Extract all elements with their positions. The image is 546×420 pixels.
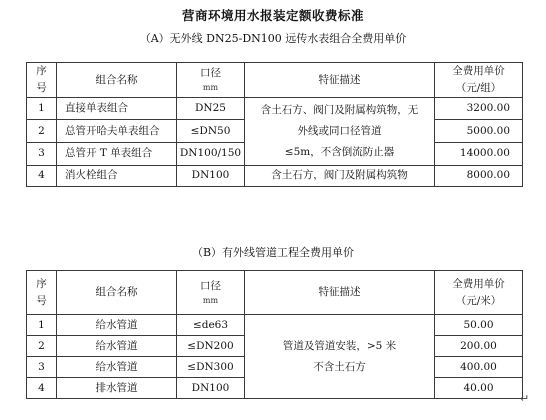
- row-no: 3: [27, 142, 57, 165]
- header-no: [27, 63, 57, 98]
- row-no: 1: [27, 97, 57, 120]
- row-price: 40.00: [435, 378, 523, 399]
- row-price: 8000.00: [435, 165, 523, 186]
- row-price: 400.00: [435, 357, 523, 378]
- section-a-title: （A）无外线 DN25-DN100 远传水表组合全费用单价: [139, 32, 407, 45]
- row-caliber: DN100/150: [177, 142, 245, 165]
- row-caliber: DN100: [177, 378, 245, 399]
- header-no-line2: 号: [36, 294, 47, 307]
- feature-group-line3: ≤5m，不含倒流防止器: [284, 145, 395, 158]
- row-name: 给水管道: [57, 315, 177, 336]
- header-name: 组合名称: [57, 271, 177, 315]
- section-b-title: （B）有外线管道工程全费用单价: [191, 246, 355, 259]
- row-name: 直接单表组合: [57, 97, 177, 120]
- header-price-line1: 全费用单价: [452, 277, 505, 290]
- header-no-line1: 序: [36, 65, 47, 77]
- header-no: [27, 271, 57, 315]
- row-caliber: DN25: [177, 97, 245, 120]
- row-price: 200.00: [435, 336, 523, 357]
- row-no: 4: [27, 378, 57, 399]
- row-name: 给水管道: [57, 336, 177, 357]
- header-name: 组合名称: [57, 63, 177, 98]
- row-caliber: DN100: [177, 165, 245, 186]
- row-name: 总管开哈夫单表组合: [57, 120, 177, 143]
- table-row: [27, 315, 523, 336]
- feature-group-line1: 含土石方、阀门及附属构筑物，无: [260, 103, 419, 116]
- row-name: 排水管道: [57, 378, 177, 399]
- header-price-line2: （元/组）: [455, 81, 502, 94]
- header-no-line2: 号: [36, 81, 47, 94]
- header-caliber: [177, 63, 245, 98]
- header-feature: 特征描述: [245, 271, 435, 315]
- row-no: 4: [27, 165, 57, 186]
- feature-group-cell: [245, 97, 435, 165]
- feature-line2: 不含土石方: [313, 360, 366, 373]
- row-price: 3200.00: [435, 97, 523, 120]
- table-row: [27, 97, 523, 120]
- header-no-line1: 序: [36, 277, 47, 290]
- header-caliber-unit: mm: [202, 295, 219, 305]
- feature-line1: 管道及管道安装，>5 米: [282, 339, 397, 352]
- header-price-line2: （元/米）: [455, 294, 502, 307]
- header-caliber: [177, 271, 245, 315]
- row-caliber: ≤DN300: [177, 357, 245, 378]
- table-row: [27, 165, 523, 186]
- header-caliber-line1: 口径: [200, 279, 221, 292]
- row-name: 消火栓组合: [57, 165, 177, 186]
- row-price: 5000.00: [435, 120, 523, 143]
- header-price: [435, 271, 523, 315]
- row-name: 给水管道: [57, 357, 177, 378]
- document-title: 营商环境用水报装定额收费标准: [181, 8, 364, 23]
- row-price: 14000.00: [435, 142, 523, 165]
- table-header-row: [27, 271, 523, 315]
- header-price: [435, 63, 523, 98]
- header-price-line1: 全费用单价: [452, 65, 505, 77]
- table-header-row: [27, 63, 523, 98]
- row-feature: 含土石方，阀门及附属构筑物: [245, 165, 435, 186]
- row-no: 3: [27, 357, 57, 378]
- row-caliber: ≤DN200: [177, 336, 245, 357]
- feature-group-line2: 外线或同口径管道: [297, 124, 382, 137]
- row-caliber: ≤de63: [177, 315, 245, 336]
- row-no: 2: [27, 120, 57, 143]
- row-no: 1: [27, 315, 57, 336]
- header-feature: 特征描述: [245, 63, 435, 98]
- header-caliber-unit: mm: [202, 82, 219, 92]
- feature-cell: [245, 315, 435, 399]
- row-caliber: ≤DN50: [177, 120, 245, 143]
- section-a-table: [26, 62, 523, 187]
- header-caliber-line1: 口径: [200, 67, 221, 79]
- row-name: 总管开 T 单表组合: [57, 142, 177, 165]
- section-b-table: [26, 270, 523, 399]
- row-price: 50.00: [435, 315, 523, 336]
- row-no: 2: [27, 336, 57, 357]
- paragraph-return-mark: ↵: [520, 392, 530, 405]
